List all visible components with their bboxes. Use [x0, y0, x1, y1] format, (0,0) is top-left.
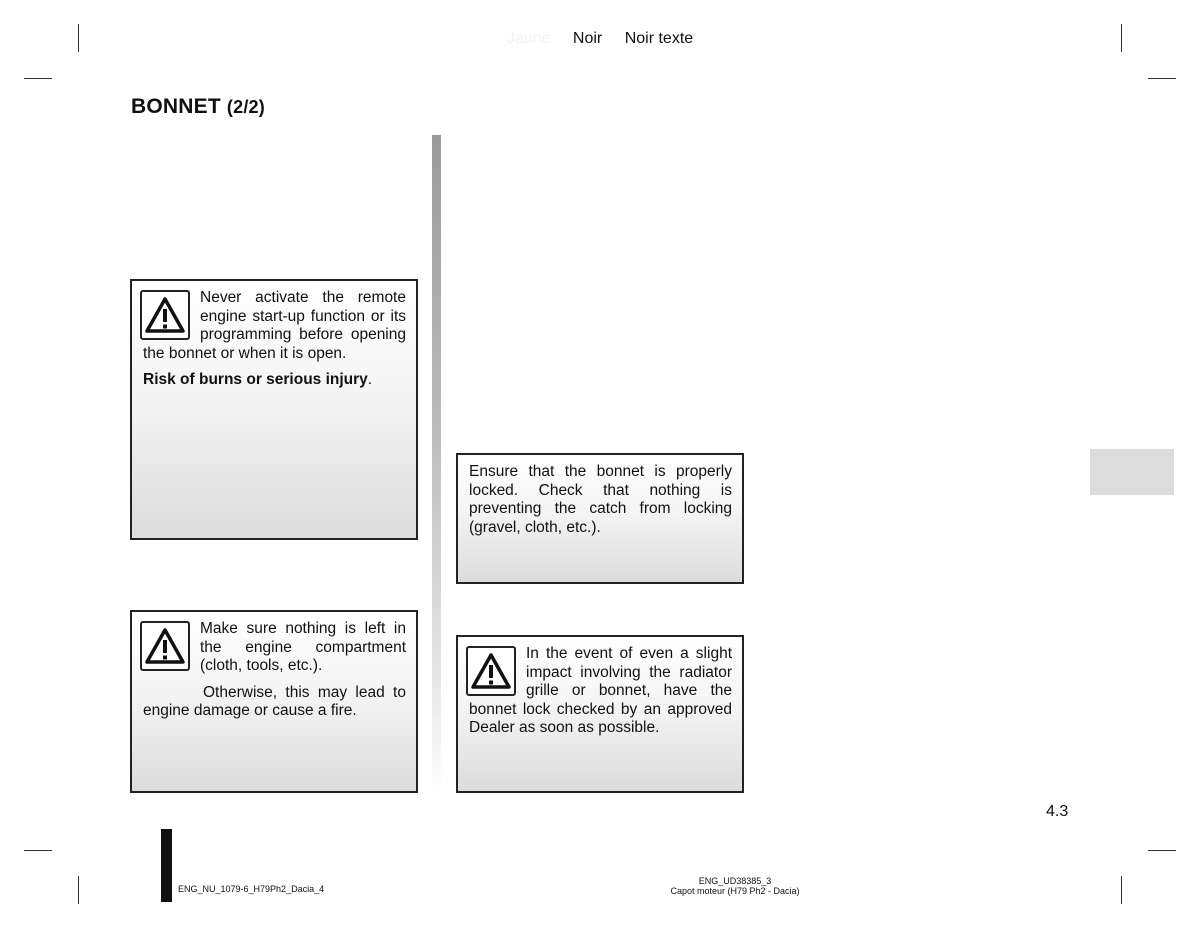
footer-bar [161, 829, 172, 902]
warning-emphasis-tail: . [367, 371, 373, 388]
color-label-black: Noir [572, 30, 603, 47]
page-title-main: BONNET [131, 95, 221, 118]
warning-box-impact [456, 635, 744, 793]
color-label-black-text: Noir texte [624, 30, 694, 47]
warning-emphasis-bold: Risk of burns or serious injury [143, 371, 368, 388]
warning-triangle-icon [466, 646, 516, 696]
color-label-yellow: Jaune [506, 30, 551, 47]
note-text: Ensure that the bonnet is properly locked. Check that nothing is preventing the catch from locking (gravel, cloth, etc.). [469, 463, 732, 536]
warning-text-2: Otherwise, this may lead to engine damage or cause a fire. [143, 683, 406, 719]
crop-mark [78, 876, 79, 904]
crop-mark [1148, 850, 1176, 851]
print-color-labels [0, 30, 1200, 48]
warning-text: Make sure nothing is left in the engine compartment (cloth, tools, etc.). [200, 620, 406, 674]
column-divider [432, 135, 441, 795]
footer-code: ENG_UD38385_3 [698, 876, 772, 886]
warning-text: In the event of even a slight impact involving the radiator grille or bonnet, have the bonnet lock checked by an approved Dealer as soon as possible. [469, 645, 732, 736]
crop-mark [24, 78, 52, 79]
warning-box-remote-start [130, 279, 418, 540]
section-tab-marker [1090, 449, 1174, 495]
warning-triangle-icon [140, 290, 190, 340]
note-box-bonnet-locked [456, 453, 744, 584]
page-title [131, 95, 265, 119]
page-number: 4.3 [1046, 803, 1069, 820]
crop-mark [24, 850, 52, 851]
warning-emphasis [143, 371, 406, 390]
footer-reference-center [600, 876, 870, 896]
warning-box-engine-compartment [130, 610, 418, 793]
footer-reference-left: ENG_NU_1079-6_H79Ph2_Dacia_4 [178, 884, 325, 894]
footer-subject: Capot moteur (H79 Ph2 - Dacia) [670, 886, 800, 896]
crop-mark [1121, 876, 1122, 904]
warning-text: Never activate the remote engine start-up function or its programming before opening the bonnet or when it is open. [143, 289, 406, 362]
crop-mark [1148, 78, 1176, 79]
warning-triangle-icon [140, 621, 190, 671]
page-title-part: (2/2) [226, 97, 265, 117]
